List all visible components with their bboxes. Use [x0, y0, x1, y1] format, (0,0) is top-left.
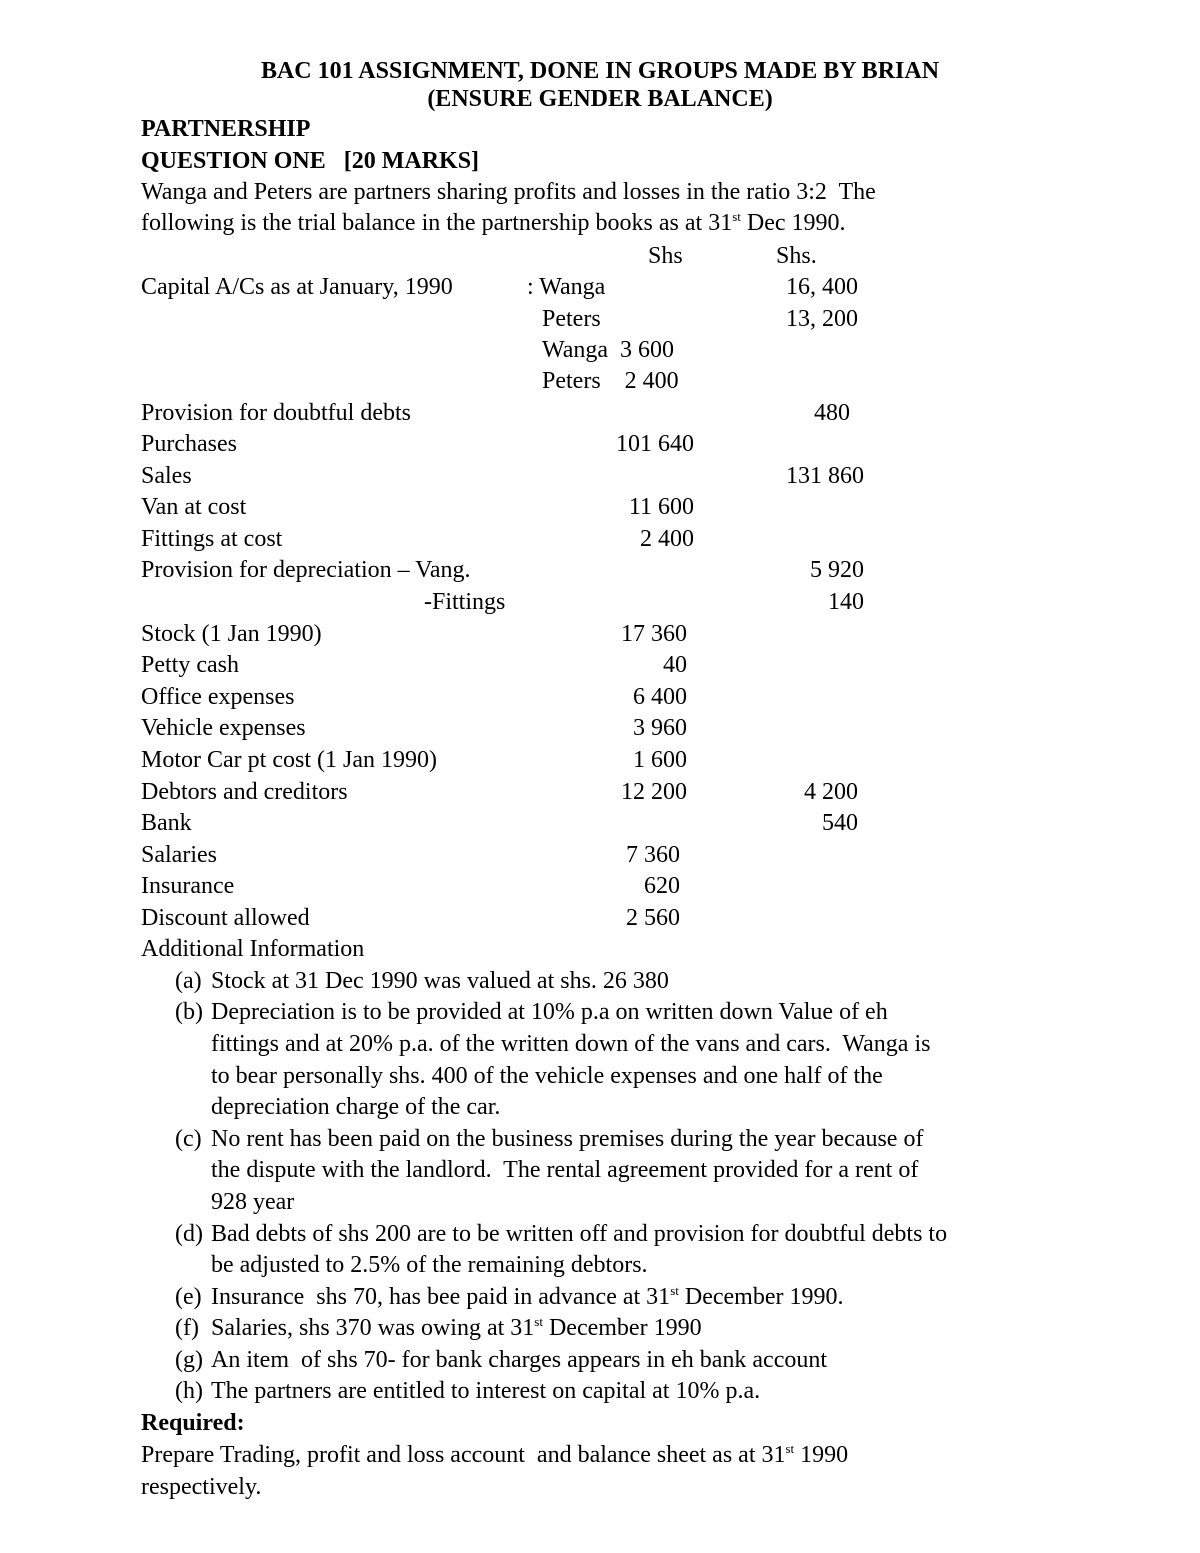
list-item: (b) Depreciation is to be provided at 10% p.a on written down Value of eh	[175, 999, 888, 1025]
drawings-sub-name: Wanga 3 600	[542, 337, 675, 363]
tb-row-label: Sales	[141, 463, 192, 489]
required-line-1: Prepare Trading, profit and loss account and balance sheet as at 31st 1990	[141, 1441, 849, 1468]
tb-row-label: Salaries	[141, 842, 217, 868]
tb-row-label: Office expenses	[141, 684, 295, 710]
tb-row-label: Provision for doubtful debts	[141, 400, 411, 426]
tb-row-debit: 17 360	[621, 621, 687, 647]
list-item-continuation: 928 year	[211, 1189, 295, 1215]
tb-row-label: Petty cash	[141, 652, 239, 678]
capital-sub-name: Peters	[542, 306, 601, 332]
list-item: (g) An item of shs 70- for bank charges appears in eh bank account	[175, 1347, 828, 1373]
tb-row-label: Vehicle expenses	[141, 715, 306, 741]
tb-row-debit: 2 400	[640, 526, 694, 552]
additional-info-heading: Additional Information	[141, 936, 365, 962]
tb-row-credit: 131 860	[786, 463, 864, 489]
required-line-2: respectively.	[141, 1474, 262, 1500]
tb-row-label: -Fittings	[424, 589, 506, 615]
tb-row-debit: 3 960	[633, 715, 687, 741]
capital-sub-credit: 13, 200	[786, 306, 858, 332]
document-title: BAC 101 ASSIGNMENT, DONE IN GROUPS MADE BY BRIAN	[260, 58, 940, 84]
list-item-continuation: the dispute with the landlord. The rental agreement provided for a rent of	[211, 1157, 919, 1183]
list-item: (e) Insurance shs 70, has bee paid in advance at 31st December 1990.	[175, 1283, 844, 1310]
tb-row-debit: 1 600	[633, 747, 687, 773]
document-subtitle: (ENSURE GENDER BALANCE)	[427, 86, 773, 112]
question-heading: QUESTION ONE [20 MARKS]	[141, 148, 480, 174]
tb-row-credit: 4 200	[804, 779, 858, 805]
list-item-continuation: be adjusted to 2.5% of the remaining debtors.	[211, 1252, 648, 1278]
tb-row-label: Discount allowed	[141, 905, 310, 931]
tb-row-label: Motor Car pt cost (1 Jan 1990)	[141, 747, 437, 773]
capital-sub-credit: 16, 400	[786, 274, 858, 300]
list-item: (a) Stock at 31 Dec 1990 was valued at shs. 26 380	[175, 968, 669, 994]
tb-row-debit: 7 360	[626, 842, 680, 868]
tb-row-debit: 6 400	[633, 684, 687, 710]
debit-column-header: Shs	[648, 243, 683, 269]
drawings-sub-name: Peters 2 400	[542, 368, 679, 394]
tb-row-credit: 140	[828, 589, 864, 615]
intro-line-1: Wanga and Peters are partners sharing profits and losses in the ratio 3:2 The	[141, 179, 876, 205]
tb-row-debit: 40	[663, 652, 687, 678]
capital-accounts-label: Capital A/Cs as at January, 1990	[141, 274, 453, 300]
tb-row-label: Fittings at cost	[141, 526, 283, 552]
tb-row-label: Van at cost	[141, 494, 247, 520]
tb-row-credit: 480	[814, 400, 850, 426]
tb-row-debit: 2 560	[626, 905, 680, 931]
list-item-continuation: to bear personally shs. 400 of the vehicle expenses and one half of the	[211, 1063, 883, 1089]
list-item: (f) Salaries, shs 370 was owing at 31st December 1990	[175, 1314, 702, 1341]
list-item-continuation: depreciation charge of the car.	[211, 1094, 501, 1120]
required-heading: Required:	[141, 1410, 245, 1436]
tb-row-label: Provision for depreciation – Vang.	[141, 557, 471, 583]
tb-row-debit: 12 200	[621, 779, 687, 805]
credit-column-header: Shs.	[776, 243, 817, 269]
list-item: (h) The partners are entitled to interest on capital at 10% p.a.	[175, 1378, 761, 1404]
tb-row-credit: 5 920	[810, 557, 864, 583]
section-heading: PARTNERSHIP	[141, 116, 311, 142]
tb-row-label: Bank	[141, 810, 192, 836]
list-item: (c) No rent has been paid on the business premises during the year because of	[175, 1126, 924, 1152]
list-item: (d) Bad debts of shs 200 are to be written off and provision for doubtful debts to	[175, 1221, 948, 1247]
list-item-continuation: fittings and at 20% p.a. of the written down of the vans and cars. Wanga is	[211, 1031, 931, 1057]
intro-line-2: following is the trial balance in the partnership books as at 31st Dec 1990.	[141, 209, 846, 236]
tb-row-label: Purchases	[141, 431, 237, 457]
tb-row-credit: 540	[822, 810, 858, 836]
tb-row-debit: 101 640	[616, 431, 694, 457]
tb-row-label: Stock (1 Jan 1990)	[141, 621, 322, 647]
tb-row-debit: 11 600	[628, 494, 694, 520]
tb-row-debit: 620	[644, 873, 680, 899]
tb-row-label: Debtors and creditors	[141, 779, 348, 805]
capital-sub-name: : Wanga	[527, 274, 606, 300]
tb-row-label: Insurance	[141, 873, 235, 899]
